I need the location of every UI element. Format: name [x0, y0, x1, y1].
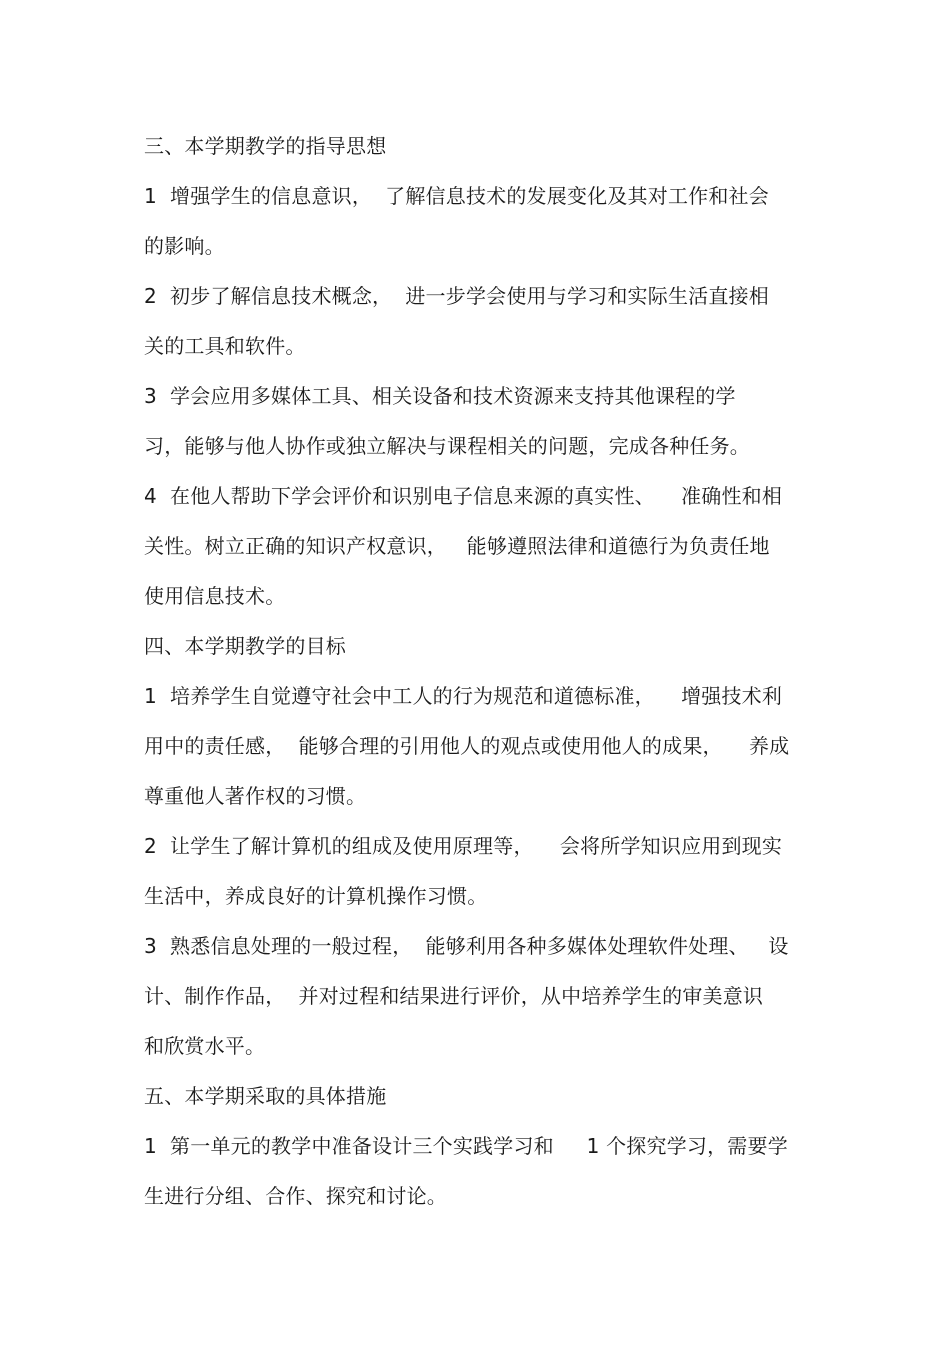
- paragraph-line: 2 初步了解信息技术概念， 进一步学会使用与学习和实际生活直接相: [144, 284, 769, 308]
- section-heading-5: 五、本学期采取的具体措施: [144, 1084, 387, 1108]
- paragraph-line: 1 第一单元的教学中准备设计三个实践学习和 1 个探究学习，需要学: [144, 1134, 788, 1158]
- paragraph-line: 使用信息技术。: [144, 584, 286, 608]
- paragraph-line: 3 学会应用多媒体工具、相关设备和技术资源来支持其他课程的学: [144, 384, 736, 408]
- paragraph-line: 2 让学生了解计算机的组成及使用原理等， 会将所学知识应用到现实: [144, 834, 783, 858]
- paragraph-line: 计、制作作品， 并对过程和结果进行评价，从中培养学生的审美意识: [144, 984, 764, 1008]
- paragraph-line: 1 培养学生自觉遵守社会中工人的行为规范和道德标准， 增强技术利: [144, 684, 783, 708]
- paragraph-line: 用中的责任感， 能够合理的引用他人的观点或使用他人的成果， 养成: [144, 734, 790, 758]
- paragraph-line: 4 在他人帮助下学会评价和识别电子信息来源的真实性、 准确性和相: [144, 484, 783, 508]
- section-heading-3: 三、本学期教学的指导思想: [144, 134, 387, 158]
- paragraph-line: 1 增强学生的信息意识， 了解信息技术的发展变化及其对工作和社会: [144, 184, 769, 208]
- paragraph-line: 的影响。: [144, 234, 225, 258]
- paragraph-line: 关的工具和软件。: [144, 334, 306, 358]
- paragraph-line: 关性。树立正确的知识产权意识， 能够遵照法律和道德行为负责任地: [144, 534, 770, 558]
- paragraph-line: 生进行分组、合作、探究和讨论。: [144, 1184, 447, 1208]
- paragraph-line: 习，能够与他人协作或独立解决与课程相关的问题，完成各种任务。: [144, 434, 750, 458]
- paragraph-line: 生活中，养成良好的计算机操作习惯。: [144, 884, 488, 908]
- section-heading-4: 四、本学期教学的目标: [144, 634, 346, 658]
- paragraph-line: 3 熟悉信息处理的一般过程， 能够利用各种多媒体处理软件处理、 设: [144, 934, 789, 958]
- paragraph-line: 和欣赏水平。: [144, 1034, 266, 1058]
- paragraph-line: 尊重他人著作权的习惯。: [144, 784, 367, 808]
